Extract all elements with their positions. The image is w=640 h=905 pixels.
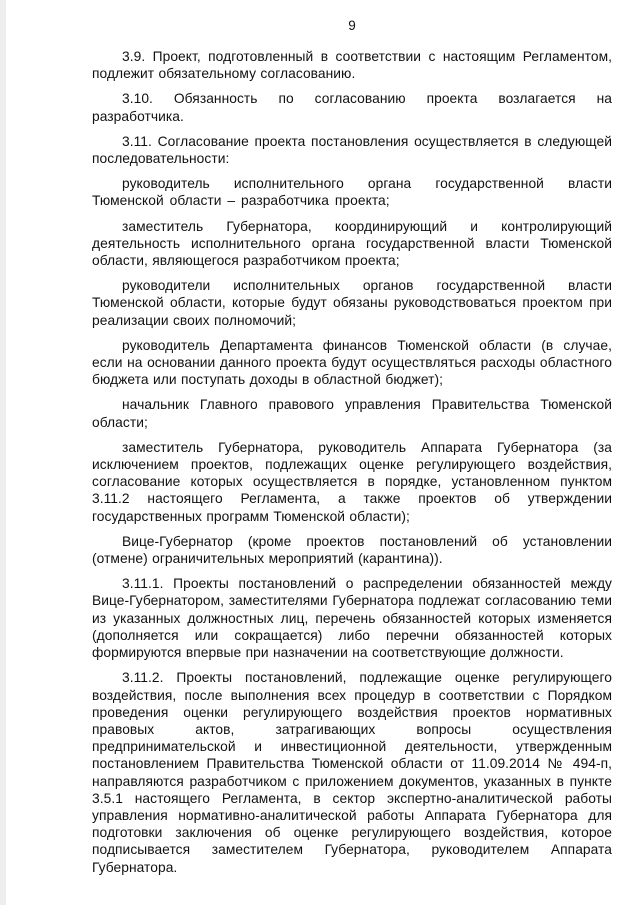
list-item-vice-governor: Вице-Губернатор (кроме проектов постановлений об установлении (отмене) ограничительных мероприятий (карантина)).	[92, 533, 612, 567]
list-item-deputy-governor-coordinator: заместитель Губернатора, координирующий и контролирующий деятельность исполнительного органа государственной власти Тюменской области, являющегося разработчиком проекта;	[92, 218, 612, 269]
paragraph-3-11-1: 3.11.1. Проекты постановлений о распределении обязанностей между Вице-Губернатором, заместителями Губернатора подлежат согласованию теми из указанных должностных лиц, перечень обязанностей которых изменяется (дополняется или сокращается) либо перечни обязанностей которых формируются впервые при назначении на соответствующие должности.	[92, 576, 612, 661]
paragraph-3-11: 3.11. Согласование проекта постановления осуществляется в следующей последовательности:	[92, 133, 612, 167]
page-number: 9	[348, 18, 356, 33]
list-item-finance-department-head: руководитель Департамента финансов Тюменской области (в случае, если на основании данного проекта будут осуществляться расходы областного бюджета или поступать доходы в областной бюджет);	[92, 337, 612, 388]
list-item-chief-of-staff: заместитель Губернатора, руководитель Аппарата Губернатора (за исключением проектов, подлежащих оценке регулирующего воздействия, согласование которых осуществляется в порядке, установленном пунктом 3.11.2 настоящего Регламента, а также проектов об утверждении государственных программ Тюменской области);	[92, 439, 612, 524]
list-item-head-of-developer: руководитель исполнительного органа государственной власти Тюменской области – разработчика проекта;	[92, 176, 612, 209]
paragraph-3-10: 3.10. Обязанность по согласованию проекта возлагается на разработчика.	[92, 91, 612, 124]
list-item-heads-of-executive-bodies: руководители исполнительных органов государственной власти Тюменской области, которые будут обязаны руководствоваться проектом при реализации своих полномочий;	[92, 278, 612, 328]
paragraph-3-11-2: 3.11.2. Проекты постановлений, подлежащие оценке регулирующего воздействия, после выполнения всех процедур в соответствии с Порядком проведения оценки регулирующего воздействия проектов нормативных правовых актов, затрагивающих вопросы осуществления предпринимательской и инвестиционной деятельности, утвержденным постановлением Правительства Тюменской области от 11.09.2014 № 494-п, направляются разработчиком с приложением документов, указанных в пункте 3.5.1 настоящего Регламента, в сектор экспертно-аналитической работы управления нормативно-аналитической работы Аппарата Губернатора для подготовки заключения об оценке регулирующего воздействия, которое подписывается заместителем Губернатора, руководителем Аппарата Губернатора.	[92, 670, 612, 875]
paragraph-3-9: 3.9. Проект, подготовленный в соответствии с настоящим Регламентом, подлежит обязательному согласованию.	[92, 49, 612, 82]
list-item-legal-department-head: начальник Главного правового управления Правительства Тюменской области;	[92, 397, 612, 430]
